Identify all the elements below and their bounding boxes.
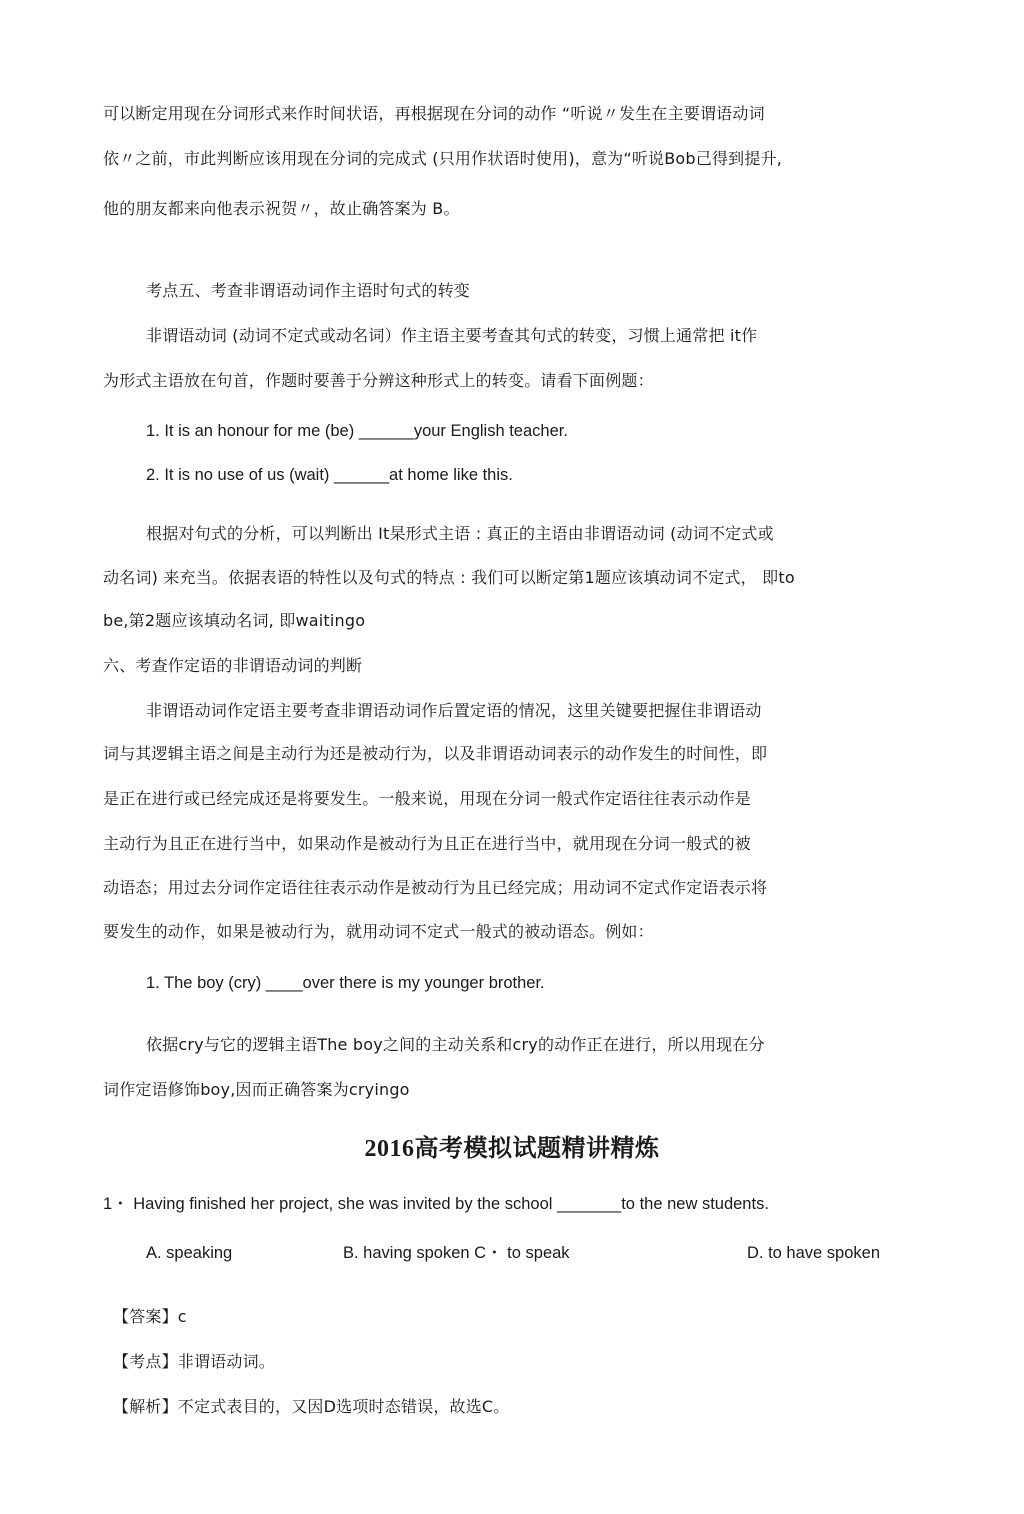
- paragraph-line: 要发生的动作，如果是被动行为，就用动词不定式一般式的被动语态。例如：: [103, 922, 654, 941]
- explanation-line: 【解析】不定式表目的，又因D选项时态错误，故选C。: [113, 1397, 510, 1416]
- option-d: D. to have spoken: [747, 1244, 880, 1262]
- paragraph-line: 动名词) 来充当。依据表语的特性以及句式的特点 : 我们可以断定第1题应该填动词不定式， 即to: [103, 568, 795, 587]
- example-sentence: 2. It is no use of us (wait) ______at home like this.: [146, 466, 513, 484]
- paragraph-line: 为形式主语放在句首，作题时要善于分辨这种形式上的转变。请看下面例题：: [103, 371, 654, 390]
- paragraph-line: 非谓语动词作定语主要考查非谓语动词作后置定语的情况，这里关键要把握住非谓语动: [146, 701, 762, 720]
- paragraph-line: 根据对句式的分析，可以判断出 It杲形式主语 : 真正的主语由非谓语动词 (动词不定式或: [146, 524, 774, 543]
- paragraph-line: be,第2题应该填动名词, 即waitingo: [103, 611, 366, 630]
- option-b-c: B. having spoken C・ to speak: [343, 1244, 570, 1262]
- paragraph-line: 依据cry与它的逻辑主语The boy之间的主动关系和cry的动作正在进行，所以用现在分: [146, 1035, 765, 1054]
- point-line: 【考点】非谓语动词。: [113, 1352, 276, 1371]
- practice-title: 2016高考模拟试题精讲精炼: [364, 1136, 660, 1162]
- answer-line: 【答案】c: [113, 1307, 187, 1326]
- passage-line: 可以断定用现在分词形式来作时间状语，再根据现在分词的动作 “听说〃发生在主要谓语动词: [103, 104, 765, 123]
- passage-line: 依〃之前，市此判断应该用现在分词的完成式 (只用作状语时使用)，意为“听说Bob己得到提升,: [103, 149, 783, 168]
- example-sentence: 1. The boy (cry) ____over there is my younger brother.: [146, 974, 545, 992]
- section-heading: 六、考查作定语的非谓语动词的判断: [103, 656, 363, 675]
- paragraph-line: 是正在进行或已经完成还是将要发生。一般来说，用现在分词一般式作定语往往表示动作是: [103, 789, 752, 808]
- paragraph-line: 非谓语动词 (动词不定式或动名词）作主语主要考查其句式的转变，习惯上通常把 it作: [146, 326, 758, 345]
- paragraph-line: 词作定语修饰boy,因而正确答案为cryingo: [103, 1080, 410, 1099]
- example-sentence: 1. It is an honour for me (be) ______your English teacher.: [146, 422, 568, 440]
- paragraph-line: 主动行为且正在进行当中，如果动作是被动行为且正在进行当中，就用现在分词一般式的被: [103, 834, 752, 853]
- passage-line: 他的朋友都来向他表示祝贺〃，故止确答案为 B。: [103, 199, 460, 218]
- section-heading: 考点五、考查非谓语动词作主语时句式的转变: [146, 281, 471, 300]
- paragraph-line: 词与其逻辑主语之间是主动行为还是被动行为，以及非谓语动词表示的动作发生的时间性，即: [103, 744, 768, 763]
- paragraph-line: 动语态；用过去分词作定语往往表示动作是被动行为且已经完成；用动词不定式作定语表示将: [103, 878, 768, 897]
- question-stem: 1・ Having finished her project, she was invited by the school _______to the new students.: [103, 1195, 769, 1213]
- option-a: A. speaking: [146, 1244, 233, 1262]
